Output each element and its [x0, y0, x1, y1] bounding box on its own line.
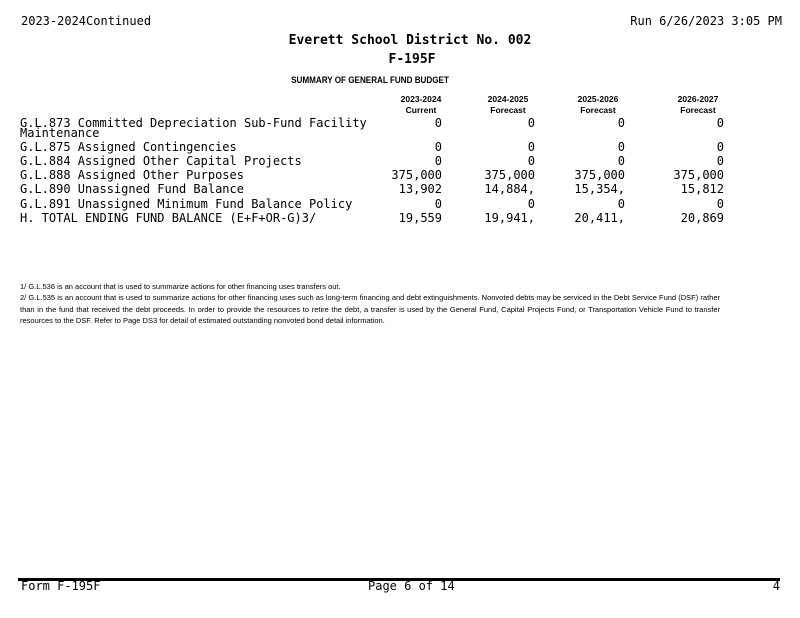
footer-form-name: Form F-195F [21, 579, 101, 593]
footer-sheet-number: 4 [772, 579, 780, 593]
row-label: G.L.884 Assigned Other Capital Projects [20, 154, 302, 168]
footnotes [20, 281, 720, 326]
footer-page-number: Page 6 of 14 [368, 579, 455, 593]
column-label: Forecast [680, 105, 716, 115]
cell-2026-2027: 0 [716, 116, 724, 130]
footnote-2: 2/ G.L.535 is an account that is used to summarize actions for other financing uses such as long-term financing and debt extinguishments. Nonvoted debts may be serviced in the Debt Service Fund (DSF) rather than in the fund that received the debt proceeds. In order to provide the resources to retire the debt, a transfer is used by the General Fund, Capital Projects Fund, or Transportation Vehicle Fund to transfer resources to the DSF. Refer to Page DS3 for detail of estimated outstanding nonvoted bond detail information. [20, 293, 720, 325]
cell-2023-2024: 0 [434, 140, 442, 154]
cell-2023-2024: 19,559 [398, 211, 442, 225]
row-label-continued: Maintenance [20, 126, 100, 140]
cell-2026-2027: 0 [716, 140, 724, 154]
cell-2023-2024: 13,902 [398, 182, 442, 196]
column-year: 2024-2025 [487, 94, 529, 104]
row-label: G.L.888 Assigned Other Purposes [20, 168, 244, 182]
cell-2024-2025: 0 [527, 140, 535, 154]
cell-2025-2026: 0 [617, 116, 625, 130]
cell-2025-2026: 15,354, [574, 182, 625, 196]
row-label: G.L.891 Unassigned Minimum Fund Balance Policy [20, 197, 353, 211]
cell-2026-2027: 15,812 [680, 182, 724, 196]
cell-2025-2026: 0 [617, 197, 625, 211]
cell-2024-2025: 0 [527, 197, 535, 211]
header-run-timestamp: Run 6/26/2023 3:05 PM [630, 14, 782, 28]
cell-2025-2026: 375,000 [574, 168, 625, 182]
form-title: F-195F [388, 52, 436, 67]
report-subtitle: SUMMARY OF GENERAL FUND BUDGET [291, 75, 449, 85]
column-label: Current [405, 105, 437, 115]
cell-2026-2027: 0 [716, 197, 724, 211]
cell-2024-2025: 375,000 [484, 168, 535, 182]
row-label: G.L.890 Unassigned Fund Balance [20, 182, 244, 196]
cell-2023-2024: 0 [434, 116, 442, 130]
column-header-2026-2027 [663, 94, 733, 116]
column-header-2024-2025 [473, 94, 543, 116]
cell-2024-2025: 19,941, [484, 211, 535, 225]
column-year: 2026-2027 [677, 94, 719, 104]
cell-2025-2026: 0 [617, 140, 625, 154]
cell-2026-2027: 375,000 [673, 168, 724, 182]
cell-2023-2024: 0 [434, 197, 442, 211]
column-year: 2023-2024 [400, 94, 442, 104]
cell-2026-2027: 0 [716, 154, 724, 168]
cell-2024-2025: 14,884, [484, 182, 535, 196]
row-label: G.L.873 Committed Depreciation Sub-Fund Facility [20, 116, 367, 130]
column-label: Forecast [490, 105, 526, 115]
cell-2024-2025: 0 [527, 154, 535, 168]
footnote-1: 1/ G.L.536 is an account that is used to summarize actions for other financing uses transfers out. [20, 282, 341, 291]
district-name: Everett School District No. 002 [288, 33, 532, 48]
cell-2025-2026: 0 [617, 154, 625, 168]
column-header-2025-2026 [563, 94, 633, 116]
cell-2024-2025: 0 [527, 116, 535, 130]
column-header-2023-2024 [386, 94, 456, 116]
row-label: G.L.875 Assigned Contingencies [20, 140, 237, 154]
row-label: H. TOTAL ENDING FUND BALANCE (E+F+OR-G)3/ [20, 211, 317, 225]
column-label: Forecast [580, 105, 616, 115]
cell-2026-2027: 20,869 [680, 211, 724, 225]
header-continued: 2023-2024Continued [21, 14, 152, 28]
cell-2023-2024: 375,000 [391, 168, 442, 182]
column-year: 2025-2026 [577, 94, 619, 104]
cell-2023-2024: 0 [434, 154, 442, 168]
cell-2025-2026: 20,411, [574, 211, 625, 225]
